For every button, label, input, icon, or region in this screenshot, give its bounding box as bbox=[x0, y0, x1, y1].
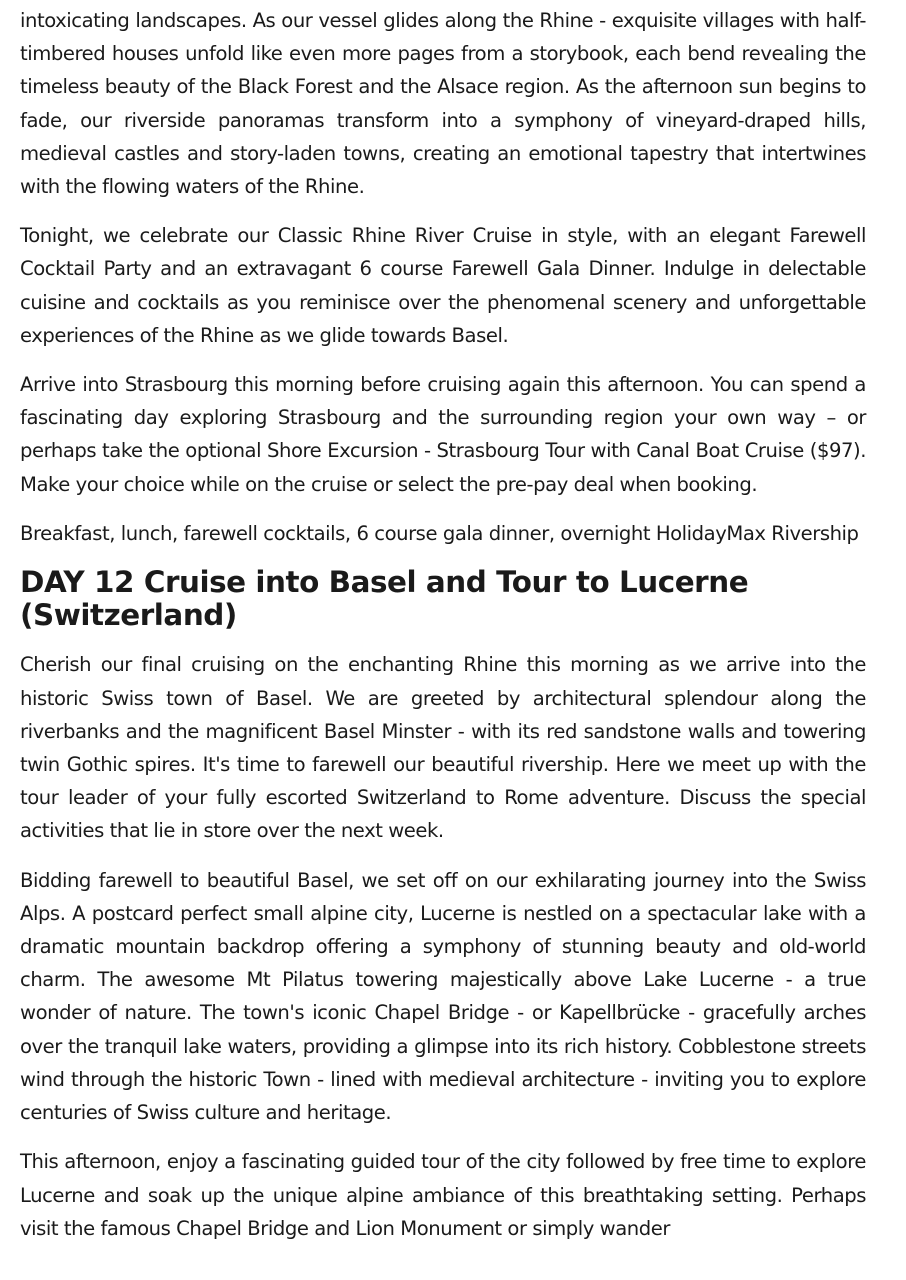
itinerary-document bbox=[20, 4, 866, 1261]
paragraph-farewell-dinner: Tonight, we celebrate our Classic Rhine River Cruise in style, with an elegant Farewell Cocktail Party and an extravagant 6 course Farewell Gala Dinner. Indulge in delectable cuisine and cocktails as you reminisce over the phenomenal scenery and unforgettable experiences of the Rhine as we glide towards Basel. bbox=[20, 224, 866, 347]
paragraph-basel: Cherish our final cruising on the enchanting Rhine this morning as we arrive into the historic Swiss town of Basel. We are greeted by architectural splendour along the riverbanks and the magnificent Basel Minster - with its red sandstone walls and towering twin Gothic spires. It's time to farewell our beautiful rivership. Here we meet up with the tour leader of your fully escorted Switzerland to Rome adventure. Discuss the special activities that lie in store over the next week. bbox=[20, 653, 866, 843]
paragraph-rhine-landscapes: intoxicating landscapes. As our vessel glides along the Rhine - exquisite villages with half-timbered houses unfold like even more pages from a storybook, each bend revealing the timeless beauty of the Black Forest and the Alsace region. As the afternoon sun begins to fade, our riverside panoramas transform into a symphony of vineyard-draped hills, medieval castles and story-laden towns, creating an emotional tapestry that intertwines with the flowing waters of the Rhine. bbox=[20, 9, 866, 199]
paragraph-meals-included: Breakfast, lunch, farewell cocktails, 6 course gala dinner, overnight HolidayMax Rivership bbox=[20, 521, 859, 545]
paragraph-strasbourg: Arrive into Strasbourg this morning before cruising again this afternoon. You can spend a fascinating day exploring Strasbourg and the surrounding region your own way – or perhaps take the optional Shore Excursion - Strasbourg Tour with Canal Boat Cruise ($97). Make your choice while on the cruise or select the pre-pay deal when booking. bbox=[20, 373, 866, 496]
day-12-heading: DAY 12 Cruise into Basel and Tour to Lucerne (Switzerland) bbox=[20, 565, 749, 633]
paragraph-lucerne: Bidding farewell to beautiful Basel, we set off on our exhilarating journey into the Swiss Alps. A postcard perfect small alpine city, Lucerne is nestled on a spectacular lake with a dramatic mountain backdrop offering a symphony of stunning beauty and old-world charm. The awesome Mt Pilatus towering majestically above Lake Lucerne - a true wonder of nature. The town's iconic Chapel Bridge - or Kapellbrücke - gracefully arches over the tranquil lake waters, providing a glimpse into its rich history. Cobblestone streets wind through the historic Town - lined with medieval architecture - inviting you to explore centuries of Swiss culture and heritage. bbox=[20, 868, 866, 1125]
paragraph-afternoon-tour: This afternoon, enjoy a fascinating guided tour of the city followed by free time to explore Lucerne and soak up the unique alpine ambiance of this breathtaking setting. Perhaps visit the famous Chapel Bridge and Lion Monument or simply wander bbox=[20, 1150, 866, 1240]
